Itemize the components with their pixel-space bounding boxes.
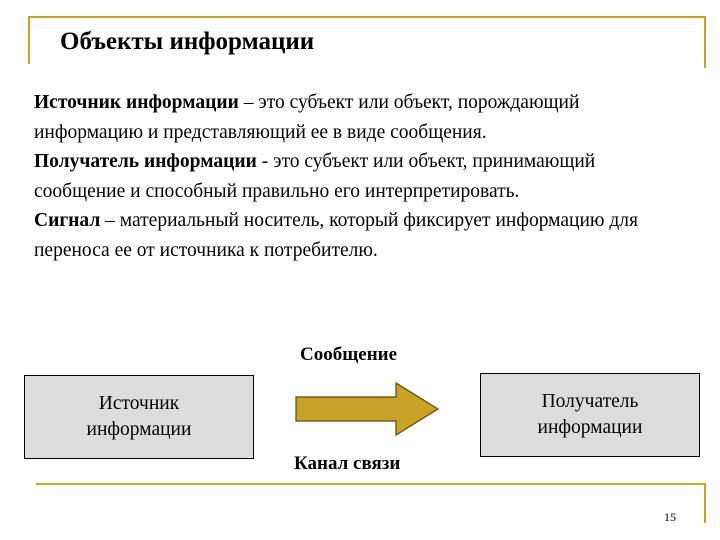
transmission-arrow-icon (292, 380, 442, 438)
page-number: 15 (664, 510, 676, 524)
receiver-label-line1: Получатель (541, 391, 639, 412)
definition-signal (34, 206, 674, 265)
channel-label: Канал связи (294, 453, 401, 474)
definition-receiver (34, 147, 674, 206)
message-label: Сообщение (300, 344, 398, 365)
receiver-box (480, 373, 700, 457)
decorative-line-right (704, 16, 706, 68)
source-label-line2: информации (86, 419, 192, 440)
decorative-line-bottom-right (704, 483, 706, 523)
receiver-label-line2: информации (537, 417, 643, 438)
slide-title: Объекты информации (60, 28, 315, 55)
source-label-line1: Источник (98, 393, 180, 414)
term-source: Источник информации (34, 92, 239, 113)
definition-source (34, 88, 674, 147)
definition-signal-text: – материальный носитель, который фиксирует информацию для переноса ее от источника к потребителю. (34, 210, 638, 261)
decorative-line-bottom (36, 483, 706, 485)
definition-receiver-text: - это субъект или объект, принимающий сообщение и способный правильно его интерпретировать. (34, 151, 596, 202)
definitions-text (34, 88, 674, 265)
decorative-line-left (28, 16, 30, 64)
term-receiver: Получатель информации (34, 151, 257, 172)
definition-source-text: – это субъект или объект, порождающий информацию и представляющий ее в виде сообщения. (34, 92, 580, 143)
decorative-line-top (28, 16, 706, 18)
term-signal: Сигнал (34, 210, 101, 231)
source-box (24, 375, 254, 459)
